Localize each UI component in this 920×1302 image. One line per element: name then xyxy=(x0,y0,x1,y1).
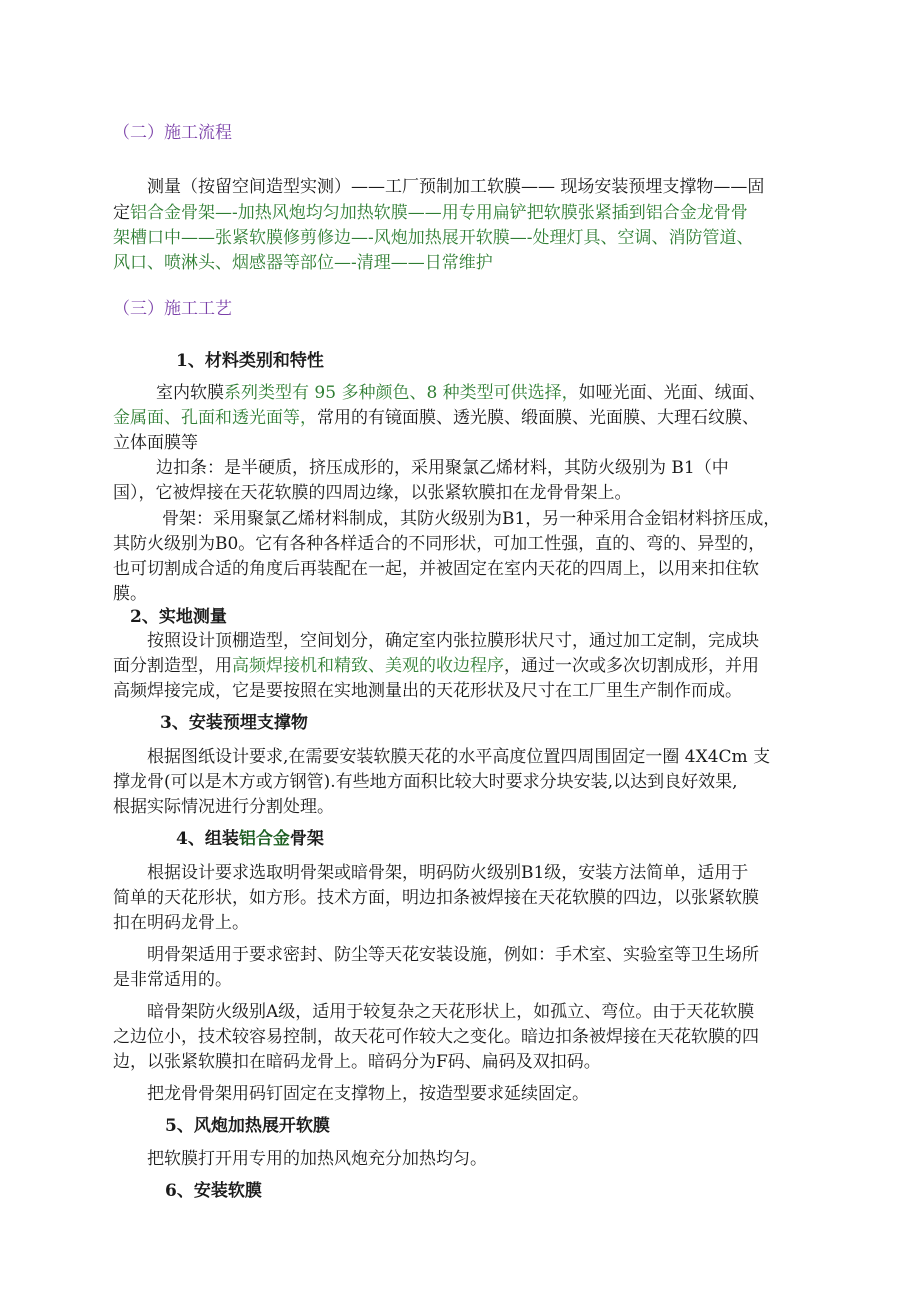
assemble-line-2: 简单的天花形状，如方形。技术方面，明边扣条被焊接在天花软膜的四边，以张紧软膜 xyxy=(113,888,759,908)
materials-line-1: 室内软膜系列类型有 95 多种颜色、8 种类型可供选择，如哑光面、光面、绒面、 xyxy=(156,383,766,403)
process-line-2: 定铝合金骨架—-加热风炮均匀加热软膜——用专用扁铲把软膜张紧插到铝合金龙骨骨 xyxy=(113,203,748,223)
frame-line-1: 骨架：采用聚氯乙烯材料制成，其防火级别为B1，另一种采用合金铝材料挤压成， xyxy=(162,509,781,529)
process-line-3: 架槽口中——张紧软膜修剪修边—-风炮加热展开软膜—-处理灯具、空调、消防管道、 xyxy=(113,228,754,248)
concealed-frame-line-3: 边，以张紧软膜扣在暗码龙骨上。暗码分为F码、扁码及双扣码。 xyxy=(113,1052,601,1072)
subheading-support: 3、安装预埋支撑物 xyxy=(160,713,308,733)
heating-line: 把软膜打开用专用的加热风炮充分加热均匀。 xyxy=(147,1149,487,1169)
edge-strip-line-1: 边扣条：是半硬质，挤压成形的，采用聚氯乙烯材料，其防火级别为 B1（中 xyxy=(156,458,729,478)
section-heading-process: （二）施工流程 xyxy=(113,123,232,143)
materials-line-3: 立体面膜等 xyxy=(113,433,198,453)
process-line-4: 风口、喷淋头、烟感器等部位—-清理——日常维护 xyxy=(113,253,493,273)
edge-strip-line-2: 国），它被焊接在天花软膜的四周边缘，以张紧软膜扣在龙骨骨架上。 xyxy=(113,483,632,503)
support-line-3: 根据实际情况进行分割处理。 xyxy=(113,797,334,817)
support-line-2: 撑龙骨(可以是木方或方钢管).有些地方面积比较大时要求分块安装,以达到良好效果, xyxy=(113,772,738,792)
concealed-frame-line-1: 暗骨架防火级别A级，适用于较复杂之天花形状上，如孤立、弯位。由于天花软膜 xyxy=(147,1002,755,1022)
assemble-line-1: 根据设计要求选取明骨架或暗骨架，明码防火级别B1级，安装方法简单，适用于 xyxy=(147,863,749,883)
support-line-1: 根据图纸设计要求,在需要安装软膜天花的水平高度位置四周围固定一圈 4X4Cm 支 xyxy=(147,747,771,767)
subheading-materials: 1、材料类别和特性 xyxy=(176,351,324,371)
section-heading-craft: （三）施工工艺 xyxy=(113,299,232,319)
process-line-1: 测量（按留空间造型实测）——工厂预制加工软膜—— 现场安装预埋支撑物——固 xyxy=(147,177,765,197)
exposed-frame-line-2: 是非常适用的。 xyxy=(113,970,232,990)
frame-line-2: 其防火级别为B0。它有各种各样适合的不同形状，可加工性强，直的、弯的、异型的， xyxy=(113,534,766,554)
subheading-survey: 2、实地测量 xyxy=(130,607,227,627)
subheading-heating: 5、风炮加热展开软膜 xyxy=(165,1116,330,1136)
subheading-assemble: 4、组装铝合金骨架 xyxy=(176,829,324,849)
concealed-frame-line-2: 之边位小，技术较容易控制，故天花可作较大之变化。暗边扣条被焊接在天花软膜的四 xyxy=(113,1027,759,1047)
subheading-install: 6、安装软膜 xyxy=(165,1181,262,1201)
materials-line-2: 金属面、孔面和透光面等，常用的有镜面膜、透光膜、缎面膜、光面膜、大理石纹膜、 xyxy=(113,408,759,428)
survey-line-1: 按照设计顶棚造型，空间划分，确定室内张拉膜形状尺寸，通过加工定制，完成块 xyxy=(147,631,759,651)
survey-line-2: 面分割造型，用高频焊接机和精致、美观的收边程序，通过一次或多次切割成形，并用 xyxy=(113,656,759,676)
frame-line-4: 膜。 xyxy=(113,584,147,604)
exposed-frame-line-1: 明骨架适用于要求密封、防尘等天花安装设施，例如：手术室、实验室等卫生场所 xyxy=(147,945,759,965)
survey-line-3: 高频焊接完成，它是要按照在实地测量出的天花形状及尺寸在工厂里生产制作而成。 xyxy=(113,681,742,701)
assemble-line-3: 扣在明码龙骨上。 xyxy=(113,913,249,933)
frame-line-3: 也可切割成合适的角度后再装配在一起，并被固定在室内天花的四周上，以用来扣住软 xyxy=(113,559,759,579)
fixing-line: 把龙骨骨架用码钉固定在支撑物上，按造型要求延续固定。 xyxy=(147,1084,589,1104)
